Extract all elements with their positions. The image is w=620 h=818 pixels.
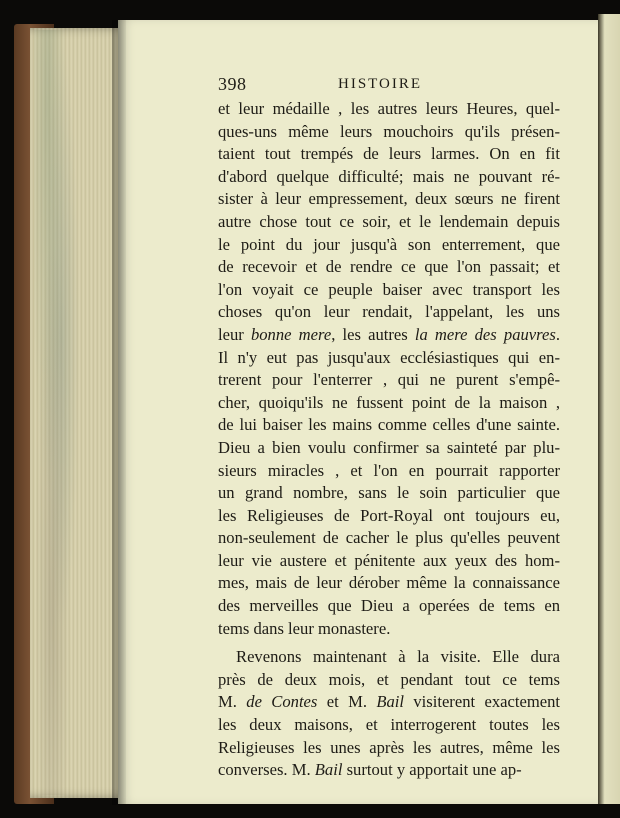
text-line	[218, 460, 560, 483]
text-line	[218, 301, 560, 324]
text-line	[218, 256, 560, 279]
text-segment: choses qu'on leur rendait, l'appelant, les uns	[218, 302, 560, 322]
text-line	[218, 369, 560, 392]
text-segment: d'abord quelque difficulté; mais ne pouvant ré-	[218, 166, 560, 186]
text-line	[218, 166, 560, 189]
text-line	[218, 527, 560, 550]
italic-text: bonne mere	[250, 324, 332, 344]
text-segment: un grand nombre, sans le soin particulier que	[218, 483, 560, 503]
text-line	[218, 482, 560, 505]
text-line	[218, 414, 560, 437]
text-line	[218, 737, 560, 760]
text-segment: non-seulement de cacher le plus qu'elles peuvent	[218, 528, 560, 548]
text-line	[218, 143, 560, 166]
page-content	[218, 74, 560, 782]
text-segment: Dieu a bien voulu confirmer sa sainteté par plu-	[218, 437, 560, 457]
text-segment: près de deux mois, et pendant tout ce tems	[218, 669, 560, 689]
text-line	[218, 121, 560, 144]
text-segment: visiterent exactement	[404, 692, 561, 712]
text-line	[218, 98, 560, 121]
facing-page-edge	[598, 14, 620, 804]
text-line	[218, 572, 560, 595]
text-line	[218, 392, 560, 415]
text-segment: Il n'y eut pas jusqu'aux ecclésiastiques qui en-	[218, 347, 560, 367]
text-line	[218, 618, 560, 641]
running-head: HISTOIRE	[338, 76, 423, 92]
text-segment: converses. M.	[218, 760, 315, 780]
text-segment: des merveilles que Dieu a operées de tems en	[218, 596, 560, 616]
text-line	[218, 347, 560, 370]
text-segment: et M.	[317, 692, 377, 712]
italic-text: Bail	[314, 760, 343, 780]
text-segment: M.	[218, 692, 247, 712]
italic-text: de Contes	[246, 692, 318, 712]
text-segment: Religieuses les unes après les autres, même les	[218, 737, 560, 757]
text-segment: cher, quoiqu'ils ne fussent point de la maison ,	[218, 392, 560, 412]
text-segment: les deux maisons, et interrogerent toutes les	[218, 715, 560, 735]
italic-text: Bail	[376, 692, 404, 712]
text-line	[218, 759, 560, 782]
text-segment: sister à leur empressement, deux sœurs ne firent	[218, 189, 560, 209]
text-segment: l'on voyait ce peuple baiser avec transport les	[218, 279, 560, 299]
page-number: 398	[218, 74, 247, 94]
text-line	[218, 691, 560, 714]
text-line	[218, 714, 560, 737]
text-line	[218, 669, 560, 692]
text-segment: taient tout trempés de leurs larmes. On en fit	[218, 144, 560, 164]
text-segment: le point du jour jusqu'à son enterrement, que	[218, 234, 560, 254]
text-segment: surtout y apportait une ap-	[342, 760, 522, 780]
text-line	[218, 646, 560, 669]
text-line	[218, 279, 560, 302]
text-line	[218, 188, 560, 211]
text-line	[218, 550, 560, 573]
text-line	[218, 234, 560, 257]
text-segment: et leur médaille , les autres leurs Heures, quel-	[218, 99, 560, 118]
text-segment: les Religieuses de Port-Royal ont toujours eu,	[218, 505, 560, 525]
text-segment: trerent pour l'enterrer , qui ne purent s'empê-	[218, 370, 560, 390]
italic-text: la mere des pauvres	[414, 324, 556, 344]
body-text	[218, 98, 560, 782]
text-segment: de recevoir et de rendre ce que l'on passait; et	[218, 257, 560, 277]
text-segment: mes, mais de leur dérober même la connaissance	[218, 573, 560, 593]
text-segment: sieurs miracles , et l'on en pourrait rapporter	[218, 460, 560, 480]
text-segment: Revenons maintenant à la visite. Elle dura	[236, 647, 560, 667]
text-line	[218, 324, 560, 347]
text-segment: , les autres	[331, 324, 415, 344]
text-segment: .	[555, 324, 560, 344]
text-segment: tems dans leur monastere.	[218, 618, 391, 638]
text-segment: leur vie austere et pénitente aux yeux des hom-	[218, 550, 560, 570]
text-segment: leur	[218, 324, 251, 344]
text-line	[218, 211, 560, 234]
page-header	[218, 74, 560, 98]
text-line	[218, 595, 560, 618]
page-edge-marbling	[34, 30, 80, 795]
text-segment: autre chose tout ce soir, et le lendemain depuis	[218, 211, 560, 231]
text-line	[218, 437, 560, 460]
text-segment: de lui baiser les mains comme celles d'une sainte.	[218, 415, 560, 435]
book-gutter	[112, 20, 126, 805]
text-segment: ques-uns même leurs mouchoirs qu'ils présen-	[218, 121, 560, 141]
text-line	[218, 505, 560, 528]
